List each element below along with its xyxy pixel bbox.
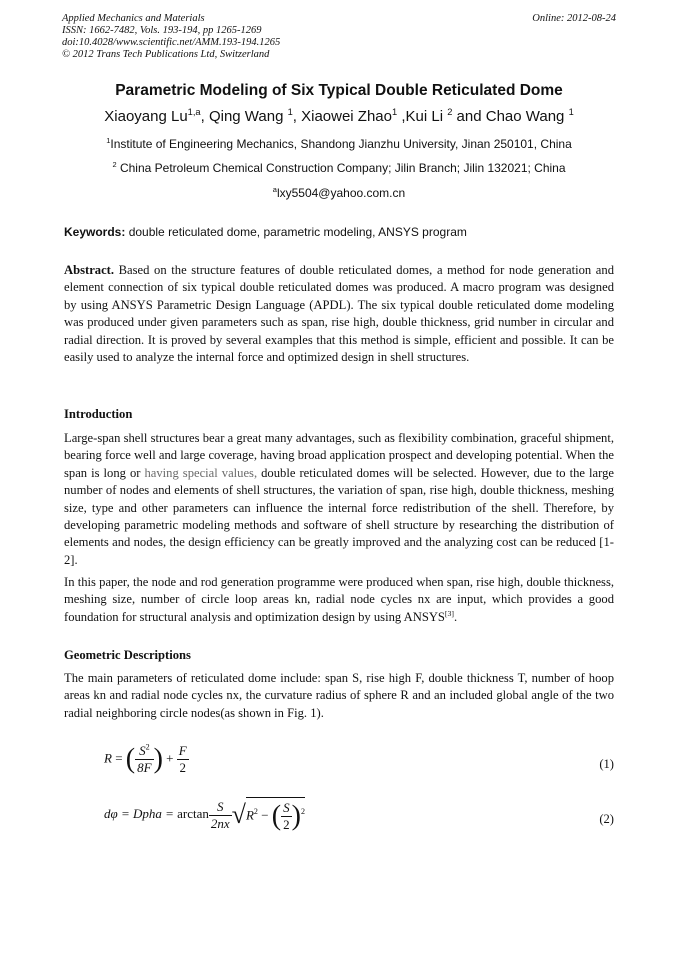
geometric-paragraph: The main parameters of reticulated dome include: span S, rise high F, double thickness T, number of hoop areas kn and radial node cycles nx, the curvature radius of sphere R and an included global angle of the two radial neighboring circle nodes(as shown in Fig. 1). [64,671,614,720]
eq2-lhs: dφ = Dpha = [104,805,178,821]
eq2-s: S [209,799,232,816]
right-paren: ) [153,743,163,775]
introduction-heading: Introduction [64,407,133,421]
email-text: lxy5504@yahoo.com.cn [276,186,406,200]
eq2-denominator: 2nx [210,815,230,831]
author-list [0,108,678,125]
eq2-r: R [245,807,254,823]
left-paren: ( [125,743,136,775]
eq1-f: F [178,743,187,758]
geometric-heading: Geometric Descriptions [64,648,191,662]
eq2-inner-fraction [281,800,292,833]
eq2-arctan: arctan [177,805,209,821]
eq1-plus: + [162,750,177,766]
eq2-two: 2 [283,817,290,832]
author-sup: 1 [568,107,574,117]
left-paren: ( [271,800,282,832]
eq1-fraction-1 [135,743,153,776]
eq1-denominator: 8F [137,760,152,775]
affiliation-sup: 2 [112,160,117,169]
affiliation-text: China Petroleum Chemical Construction Company; Jilin Branch; Jilin 132021; China [116,161,566,175]
online-date: Online: 2012-08-24 [532,13,616,24]
intro-gray-text: having special values, [144,465,258,480]
eq2-radicand [246,797,305,833]
intro-text: Large-span shell structures bear a great many advantages, such as flexibility combination, graceful shipment, bearing force well and large coverage, having broad application prospect and developing potential. When the span is long or [64,431,614,480]
introduction-paragraph-2 [64,574,614,626]
equation-1-number: (1) [599,757,614,771]
author-sup: 1,a [187,107,201,117]
author-email [0,186,678,200]
author-sup: 1 [392,107,398,117]
eq2-r-exponent: 2 [253,807,258,817]
equation-2 [104,797,305,833]
author-name: Xiaoyang Lu [104,108,188,125]
affiliation-text: Institute of Engineering Mechanics, Shandong Jianzhu University, Jinan 250101, China [110,137,572,151]
author-name: , Qing Wang [200,108,288,125]
author-name: , Xiaowei Zhao [292,108,392,125]
eq2-minus: − [257,807,272,823]
paper-title: Parametric Modeling of Six Typical Double Reticulated Dome [115,82,563,99]
keywords [64,225,467,239]
affiliation-sup: 1 [106,136,111,145]
author-sup: 2 [447,107,453,117]
eq1-fraction-2 [177,743,189,776]
journal-name: Applied Mechanics and Materials [62,13,205,24]
right-paren: ) [291,800,301,832]
abstract-text: Based on the structure features of double reticulated domes, a method for node generation and element connection of six typical double reticulated domes was produced. A macro program was designed by using ANSYS Parametric Design Language (APDL). The six typical double reticulated dome modeling was produced under given parameters such as span, rise high, double thickness, grid number in circular and radial direction. It is proved by several examples that this method is simple, efficient and possible. It can be easily used to analyze the internal force and optimized design in shell structures. [64,263,614,365]
author-sup: 1 [287,107,293,117]
eq2-s2: S [283,800,290,815]
equation-2-number: (2) [599,812,614,826]
eq2-fraction [209,799,232,832]
equation-1 [104,743,189,776]
citation-sup: [3] [444,608,455,618]
doi: doi:10.4028/www.scientific.net/AMM.193-194.1265 [62,37,281,48]
email-sup: a [272,185,277,194]
eq2-outer-exponent: 2 [300,807,305,817]
issn: ISSN: 1662-7482, Vols. 193-194, pp 1265-1269 [62,25,262,36]
author-name: and Chao Wang [452,108,569,125]
intro-text: double reticulated domes will be selected. However, due to the large number of nodes and elements of shell structures, the variation of span, rise high, double thickness, meshing size, type and other parameters can influence the internal force redistribution of the shell. Therefore, by developing parametric modeling methods and software of shell structure by researching the distribution of elements and nodes, the design efficiency can be greatly improved and the analyzing cost can be reduced [1-2]. [64,465,614,567]
eq1-two: 2 [179,760,186,775]
eq1-s: S [139,743,146,758]
eq1-exponent: 2 [145,742,150,752]
copyright: © 2012 Trans Tech Publications Ltd, Switzerland [62,49,270,60]
keywords-label: Keywords: [64,225,126,239]
intro-text: In this paper, the node and rod generation programme were produced when span, rise high, double thickness, meshing size, number of circle loop areas kn, radial node cycles nx are input, which provides a good foundation for structural analysis and optimization design by using ANSYS [64,575,614,624]
introduction-paragraph-1 [64,430,614,569]
journal-header [62,13,280,61]
abstract-label: Abstract. [64,263,115,277]
author-name: ,Kui Li [397,108,448,125]
eq1-equals: = [111,750,126,766]
sqrt-icon: √ [231,800,246,829]
abstract [64,262,614,366]
intro-text: . [454,609,458,624]
eq1-lhs: R [104,750,112,766]
keywords-text: double reticulated dome, parametric modeling, ANSYS program [125,225,467,239]
affiliation-2 [0,161,678,175]
affiliation-1 [0,137,678,151]
